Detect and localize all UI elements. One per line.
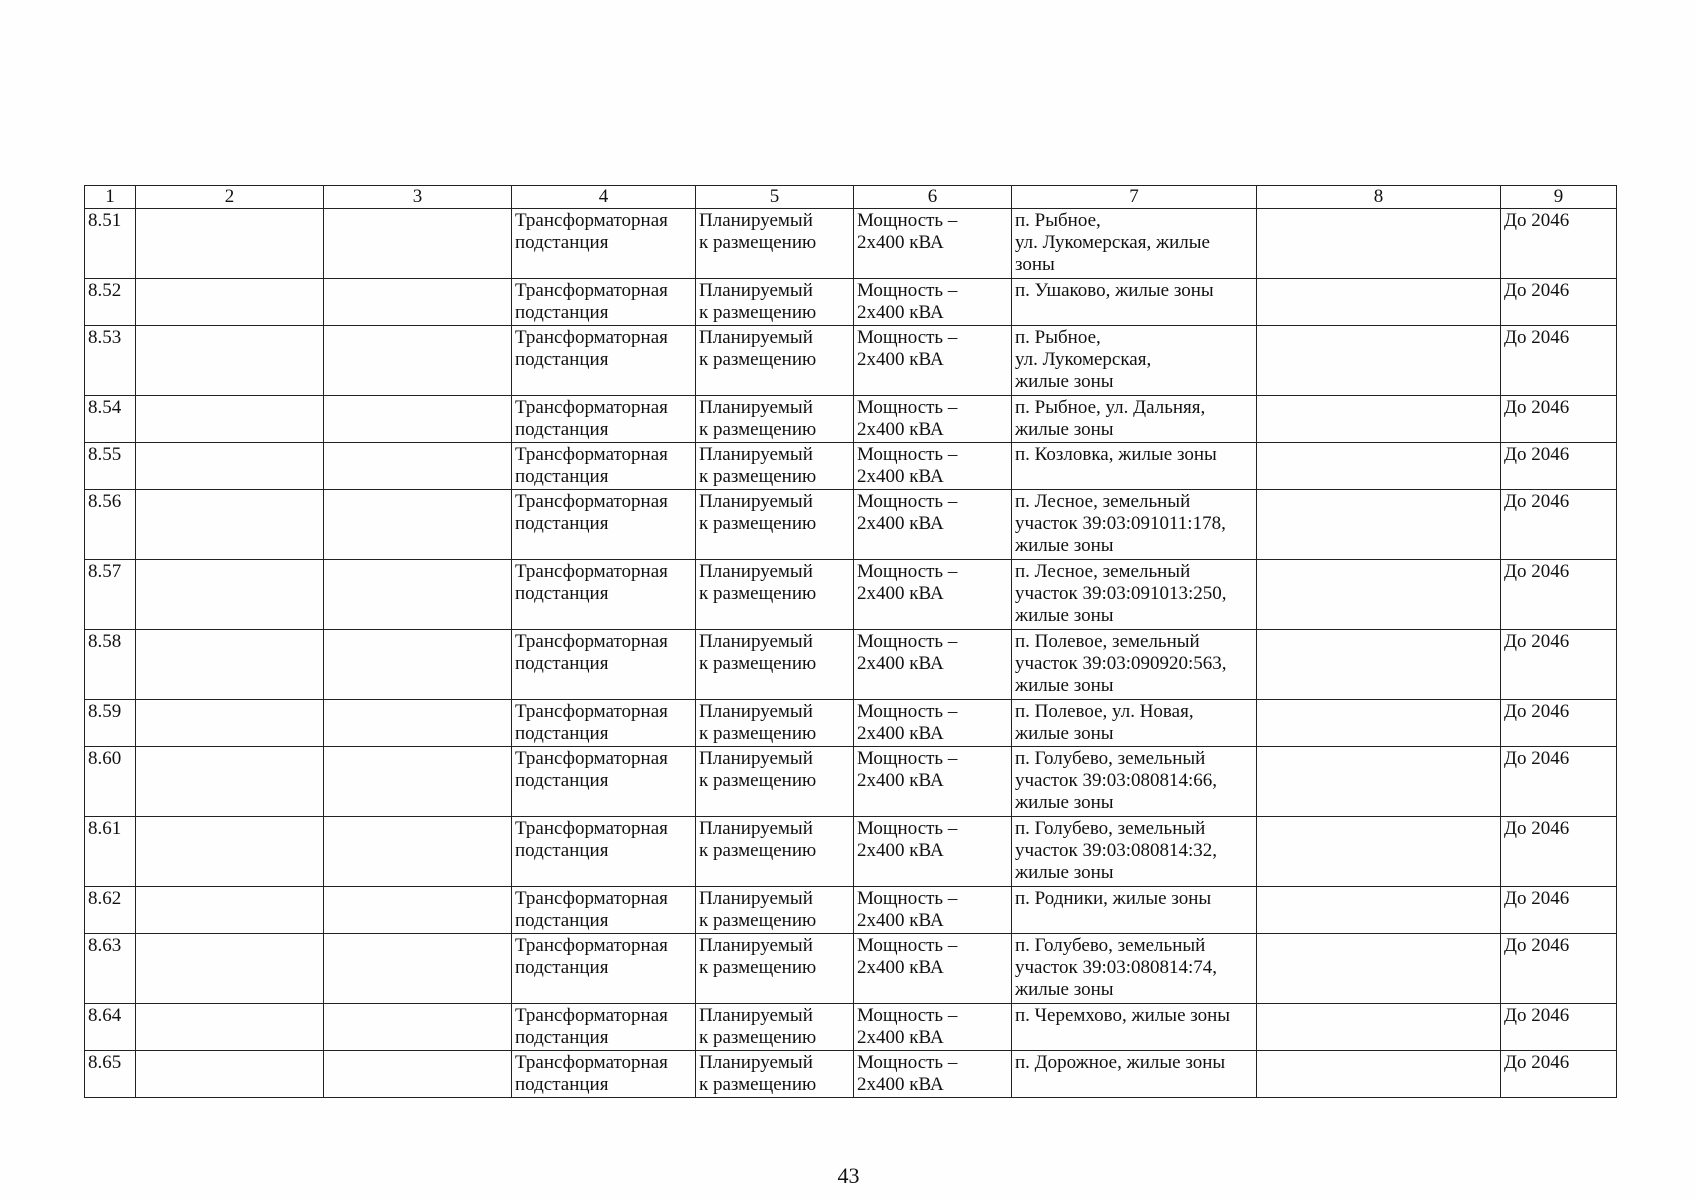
object-type-line: подстанция bbox=[515, 723, 609, 744]
location-line: участок 39:03:091013:250, bbox=[1015, 583, 1227, 604]
location-cell bbox=[1012, 490, 1257, 560]
empty-cell-col2 bbox=[136, 490, 324, 560]
empty-cell-col8 bbox=[1257, 817, 1501, 887]
empty-cell-col3 bbox=[324, 279, 512, 326]
row-number-cell: 8.55 bbox=[85, 443, 136, 490]
term-cell: До 2046 bbox=[1501, 700, 1617, 747]
location-line: п. Лесное, земельный bbox=[1015, 561, 1191, 582]
capacity-line: 2х400 кВА bbox=[857, 770, 944, 791]
object-type-cell bbox=[512, 700, 696, 747]
empty-cell-col2 bbox=[136, 279, 324, 326]
location-line: п. Черемхово, жилые зоны bbox=[1015, 1005, 1231, 1026]
capacity-cell bbox=[854, 700, 1012, 747]
location-line: участок 39:03:080814:66, bbox=[1015, 770, 1218, 791]
status-line: к размещению bbox=[699, 349, 817, 370]
capacity-cell bbox=[854, 326, 1012, 396]
status-cell bbox=[696, 700, 854, 747]
capacity-line: Мощность – bbox=[857, 935, 958, 956]
status-line: Планируемый bbox=[699, 888, 813, 909]
object-type-line: подстанция bbox=[515, 302, 609, 323]
object-type-line: подстанция bbox=[515, 232, 609, 253]
location-line: жилые зоны bbox=[1015, 792, 1114, 813]
empty-cell-col3 bbox=[324, 817, 512, 887]
empty-cell-col8 bbox=[1257, 279, 1501, 326]
location-cell bbox=[1012, 817, 1257, 887]
location-line: жилые зоны bbox=[1015, 979, 1114, 1000]
table-row bbox=[85, 700, 1617, 747]
object-type-line: подстанция bbox=[515, 349, 609, 370]
status-cell bbox=[696, 817, 854, 887]
table-row bbox=[85, 443, 1617, 490]
status-line: Планируемый bbox=[699, 280, 813, 301]
capacity-line: Мощность – bbox=[857, 1052, 958, 1073]
row-number-cell: 8.64 bbox=[85, 1004, 136, 1051]
empty-cell-col8 bbox=[1257, 1051, 1501, 1098]
location-line: п. Голубево, земельный bbox=[1015, 818, 1206, 839]
capacity-line: 2х400 кВА bbox=[857, 513, 944, 534]
status-line: к размещению bbox=[699, 1027, 817, 1048]
empty-cell-col3 bbox=[324, 1004, 512, 1051]
location-line: жилые зоны bbox=[1015, 675, 1114, 696]
capacity-line: Мощность – bbox=[857, 631, 958, 652]
object-type-cell bbox=[512, 1051, 696, 1098]
empty-cell-col8 bbox=[1257, 490, 1501, 560]
empty-cell-col8 bbox=[1257, 934, 1501, 1004]
capacity-cell bbox=[854, 934, 1012, 1004]
row-number-cell: 8.61 bbox=[85, 817, 136, 887]
object-type-line: подстанция bbox=[515, 513, 609, 534]
capacity-line: Мощность – bbox=[857, 210, 958, 231]
empty-cell-col2 bbox=[136, 887, 324, 934]
capacity-cell bbox=[854, 279, 1012, 326]
object-type-line: Трансформаторная bbox=[515, 1052, 668, 1073]
object-type-line: Трансформаторная bbox=[515, 1005, 668, 1026]
capacity-cell bbox=[854, 1004, 1012, 1051]
capacity-line: 2х400 кВА bbox=[857, 723, 944, 744]
term-cell: До 2046 bbox=[1501, 209, 1617, 279]
status-line: к размещению bbox=[699, 466, 817, 487]
empty-cell-col2 bbox=[136, 326, 324, 396]
header-cell-7: 7 bbox=[1012, 186, 1257, 209]
capacity-line: 2х400 кВА bbox=[857, 466, 944, 487]
object-type-line: подстанция bbox=[515, 1027, 609, 1048]
capacity-cell bbox=[854, 1051, 1012, 1098]
location-line: п. Голубево, земельный bbox=[1015, 748, 1206, 769]
empty-cell-col2 bbox=[136, 747, 324, 817]
location-cell bbox=[1012, 887, 1257, 934]
object-type-cell bbox=[512, 817, 696, 887]
location-line: п. Рыбное, bbox=[1015, 327, 1101, 348]
empty-cell-col8 bbox=[1257, 326, 1501, 396]
row-number-cell: 8.60 bbox=[85, 747, 136, 817]
capacity-cell bbox=[854, 887, 1012, 934]
location-line: жилые зоны bbox=[1015, 419, 1114, 440]
capacity-line: Мощность – bbox=[857, 888, 958, 909]
empty-cell-col2 bbox=[136, 1004, 324, 1051]
table-row bbox=[85, 326, 1617, 396]
empty-cell-col2 bbox=[136, 560, 324, 630]
capacity-line: 2х400 кВА bbox=[857, 302, 944, 323]
empty-cell-col2 bbox=[136, 209, 324, 279]
row-number-cell: 8.51 bbox=[85, 209, 136, 279]
object-type-cell bbox=[512, 443, 696, 490]
status-line: Планируемый bbox=[699, 701, 813, 722]
empty-cell-col8 bbox=[1257, 396, 1501, 443]
capacity-line: 2х400 кВА bbox=[857, 1074, 944, 1095]
status-line: к размещению bbox=[699, 910, 817, 931]
table-row bbox=[85, 630, 1617, 700]
status-line: Планируемый bbox=[699, 935, 813, 956]
row-number-cell: 8.54 bbox=[85, 396, 136, 443]
table-row bbox=[85, 817, 1617, 887]
status-cell bbox=[696, 209, 854, 279]
status-line: Планируемый bbox=[699, 818, 813, 839]
status-cell bbox=[696, 560, 854, 630]
object-type-line: подстанция bbox=[515, 653, 609, 674]
location-line: п. Дорожное, жилые зоны bbox=[1015, 1052, 1226, 1073]
capacity-line: Мощность – bbox=[857, 1005, 958, 1026]
object-type-cell bbox=[512, 630, 696, 700]
status-line: к размещению bbox=[699, 302, 817, 323]
location-line: п. Полевое, земельный bbox=[1015, 631, 1200, 652]
location-line: зоны bbox=[1015, 254, 1055, 275]
empty-cell-col3 bbox=[324, 490, 512, 560]
empty-cell-col8 bbox=[1257, 700, 1501, 747]
table-row bbox=[85, 279, 1617, 326]
object-type-cell bbox=[512, 887, 696, 934]
status-line: Планируемый bbox=[699, 561, 813, 582]
row-number-cell: 8.63 bbox=[85, 934, 136, 1004]
empty-cell-col2 bbox=[136, 1051, 324, 1098]
object-type-line: Трансформаторная bbox=[515, 327, 668, 348]
object-type-line: Трансформаторная bbox=[515, 280, 668, 301]
table-header bbox=[85, 186, 1617, 209]
empty-cell-col3 bbox=[324, 326, 512, 396]
object-type-line: Трансформаторная bbox=[515, 748, 668, 769]
object-type-line: Трансформаторная bbox=[515, 491, 668, 512]
object-type-cell bbox=[512, 326, 696, 396]
location-line: жилые зоны bbox=[1015, 605, 1114, 626]
object-type-line: подстанция bbox=[515, 466, 609, 487]
header-cell-8: 8 bbox=[1257, 186, 1501, 209]
location-line: жилые зоны bbox=[1015, 862, 1114, 883]
location-line: п. Рыбное, bbox=[1015, 210, 1101, 231]
location-cell bbox=[1012, 1004, 1257, 1051]
capacity-line: Мощность – bbox=[857, 280, 958, 301]
table-body bbox=[85, 209, 1617, 1098]
location-cell bbox=[1012, 326, 1257, 396]
object-type-cell bbox=[512, 747, 696, 817]
status-line: к размещению bbox=[699, 723, 817, 744]
location-line: п. Голубево, земельный bbox=[1015, 935, 1206, 956]
object-type-line: Трансформаторная bbox=[515, 631, 668, 652]
empty-cell-col8 bbox=[1257, 1004, 1501, 1051]
term-cell: До 2046 bbox=[1501, 326, 1617, 396]
empty-cell-col2 bbox=[136, 396, 324, 443]
capacity-cell bbox=[854, 443, 1012, 490]
location-cell bbox=[1012, 934, 1257, 1004]
table-row bbox=[85, 747, 1617, 817]
table-row bbox=[85, 1004, 1617, 1051]
object-type-cell bbox=[512, 396, 696, 443]
empty-cell-col2 bbox=[136, 817, 324, 887]
object-type-line: подстанция bbox=[515, 583, 609, 604]
object-type-line: подстанция bbox=[515, 910, 609, 931]
capacity-line: 2х400 кВА bbox=[857, 910, 944, 931]
row-number-cell: 8.58 bbox=[85, 630, 136, 700]
status-line: к размещению bbox=[699, 653, 817, 674]
term-cell: До 2046 bbox=[1501, 560, 1617, 630]
location-line: жилые зоны bbox=[1015, 371, 1114, 392]
capacity-line: Мощность – bbox=[857, 327, 958, 348]
object-type-cell bbox=[512, 560, 696, 630]
location-cell bbox=[1012, 630, 1257, 700]
empty-cell-col2 bbox=[136, 934, 324, 1004]
capacity-cell bbox=[854, 396, 1012, 443]
object-type-line: Трансформаторная bbox=[515, 561, 668, 582]
empty-cell-col3 bbox=[324, 443, 512, 490]
term-cell: До 2046 bbox=[1501, 1051, 1617, 1098]
empty-cell-col3 bbox=[324, 747, 512, 817]
object-type-cell bbox=[512, 1004, 696, 1051]
object-type-line: подстанция bbox=[515, 770, 609, 791]
location-line: п. Ушаково, жилые зоны bbox=[1015, 280, 1214, 301]
location-line: ул. Лукомерская, жилые bbox=[1015, 232, 1210, 253]
term-cell: До 2046 bbox=[1501, 817, 1617, 887]
header-cell-2: 2 bbox=[136, 186, 324, 209]
status-cell bbox=[696, 1004, 854, 1051]
row-number-cell: 8.57 bbox=[85, 560, 136, 630]
row-number-cell: 8.62 bbox=[85, 887, 136, 934]
location-line: жилые зоны bbox=[1015, 723, 1114, 744]
location-cell bbox=[1012, 279, 1257, 326]
capacity-line: Мощность – bbox=[857, 397, 958, 418]
object-type-line: Трансформаторная bbox=[515, 701, 668, 722]
capacity-line: 2х400 кВА bbox=[857, 957, 944, 978]
location-cell bbox=[1012, 1051, 1257, 1098]
object-type-line: Трансформаторная bbox=[515, 397, 668, 418]
empty-cell-col8 bbox=[1257, 443, 1501, 490]
capacity-line: 2х400 кВА bbox=[857, 1027, 944, 1048]
term-cell: До 2046 bbox=[1501, 396, 1617, 443]
status-cell bbox=[696, 1051, 854, 1098]
status-cell bbox=[696, 396, 854, 443]
term-cell: До 2046 bbox=[1501, 747, 1617, 817]
status-line: к размещению bbox=[699, 513, 817, 534]
status-line: Планируемый bbox=[699, 444, 813, 465]
location-line: жилые зоны bbox=[1015, 535, 1114, 556]
term-cell: До 2046 bbox=[1501, 1004, 1617, 1051]
object-type-cell bbox=[512, 279, 696, 326]
location-cell bbox=[1012, 209, 1257, 279]
status-cell bbox=[696, 934, 854, 1004]
location-line: п. Родники, жилые зоны bbox=[1015, 888, 1212, 909]
location-cell bbox=[1012, 747, 1257, 817]
table-row bbox=[85, 1051, 1617, 1098]
status-line: к размещению bbox=[699, 232, 817, 253]
capacity-line: 2х400 кВА bbox=[857, 840, 944, 861]
location-cell bbox=[1012, 443, 1257, 490]
status-line: к размещению bbox=[699, 840, 817, 861]
row-number-cell: 8.59 bbox=[85, 700, 136, 747]
object-type-cell bbox=[512, 490, 696, 560]
header-cell-1: 1 bbox=[85, 186, 136, 209]
term-cell: До 2046 bbox=[1501, 934, 1617, 1004]
object-type-line: Трансформаторная bbox=[515, 444, 668, 465]
table-row bbox=[85, 209, 1617, 279]
status-line: Планируемый bbox=[699, 327, 813, 348]
empty-cell-col3 bbox=[324, 630, 512, 700]
capacity-line: 2х400 кВА bbox=[857, 349, 944, 370]
empty-cell-col3 bbox=[324, 560, 512, 630]
row-number-cell: 8.52 bbox=[85, 279, 136, 326]
empty-cell-col8 bbox=[1257, 747, 1501, 817]
capacity-line: Мощность – bbox=[857, 748, 958, 769]
header-cell-5: 5 bbox=[696, 186, 854, 209]
object-type-line: подстанция bbox=[515, 840, 609, 861]
header-cell-3: 3 bbox=[324, 186, 512, 209]
status-cell bbox=[696, 490, 854, 560]
location-line: п. Полевое, ул. Новая, bbox=[1015, 701, 1194, 722]
object-type-line: Трансформаторная bbox=[515, 888, 668, 909]
object-type-line: подстанция bbox=[515, 957, 609, 978]
term-cell: До 2046 bbox=[1501, 443, 1617, 490]
page-number: 43 bbox=[837, 1163, 860, 1188]
capacity-line: 2х400 кВА bbox=[857, 583, 944, 604]
location-cell bbox=[1012, 396, 1257, 443]
location-line: п. Козловка, жилые зоны bbox=[1015, 444, 1217, 465]
table-row bbox=[85, 560, 1617, 630]
term-cell: До 2046 bbox=[1501, 630, 1617, 700]
object-type-line: Трансформаторная bbox=[515, 210, 668, 231]
capacity-cell bbox=[854, 630, 1012, 700]
status-cell bbox=[696, 326, 854, 396]
objects-table bbox=[84, 185, 1617, 1098]
status-cell bbox=[696, 443, 854, 490]
table-row bbox=[85, 887, 1617, 934]
empty-cell-col8 bbox=[1257, 630, 1501, 700]
empty-cell-col3 bbox=[324, 396, 512, 443]
object-type-line: подстанция bbox=[515, 419, 609, 440]
location-line: п. Рыбное, ул. Дальняя, bbox=[1015, 397, 1206, 418]
object-type-line: подстанция bbox=[515, 1074, 609, 1095]
empty-cell-col3 bbox=[324, 934, 512, 1004]
empty-cell-col3 bbox=[324, 700, 512, 747]
empty-cell-col2 bbox=[136, 443, 324, 490]
object-type-line: Трансформаторная bbox=[515, 935, 668, 956]
capacity-line: Мощность – bbox=[857, 491, 958, 512]
status-cell bbox=[696, 279, 854, 326]
header-cell-6: 6 bbox=[854, 186, 1012, 209]
empty-cell-col8 bbox=[1257, 887, 1501, 934]
row-number-cell: 8.56 bbox=[85, 490, 136, 560]
capacity-line: 2х400 кВА bbox=[857, 419, 944, 440]
object-type-line: Трансформаторная bbox=[515, 818, 668, 839]
status-line: Планируемый bbox=[699, 491, 813, 512]
status-cell bbox=[696, 887, 854, 934]
status-line: к размещению bbox=[699, 1074, 817, 1095]
header-cell-9: 9 bbox=[1501, 186, 1617, 209]
empty-cell-col2 bbox=[136, 630, 324, 700]
location-cell bbox=[1012, 560, 1257, 630]
table-row bbox=[85, 490, 1617, 560]
empty-cell-col8 bbox=[1257, 209, 1501, 279]
term-cell: До 2046 bbox=[1501, 887, 1617, 934]
status-line: Планируемый bbox=[699, 748, 813, 769]
empty-cell-col2 bbox=[136, 700, 324, 747]
capacity-cell bbox=[854, 747, 1012, 817]
location-line: участок 39:03:091011:178, bbox=[1015, 513, 1226, 534]
capacity-line: Мощность – bbox=[857, 818, 958, 839]
capacity-line: 2х400 кВА bbox=[857, 653, 944, 674]
status-line: к размещению bbox=[699, 957, 817, 978]
empty-cell-col8 bbox=[1257, 560, 1501, 630]
status-line: Планируемый bbox=[699, 210, 813, 231]
row-number-cell: 8.65 bbox=[85, 1051, 136, 1098]
table-row bbox=[85, 396, 1617, 443]
location-line: п. Лесное, земельный bbox=[1015, 491, 1191, 512]
capacity-line: Мощность – bbox=[857, 701, 958, 722]
capacity-cell bbox=[854, 817, 1012, 887]
status-line: Планируемый bbox=[699, 1005, 813, 1026]
empty-cell-col3 bbox=[324, 209, 512, 279]
location-line: участок 39:03:090920:563, bbox=[1015, 653, 1227, 674]
header-cell-4: 4 bbox=[512, 186, 696, 209]
location-line: участок 39:03:080814:74, bbox=[1015, 957, 1218, 978]
status-cell bbox=[696, 630, 854, 700]
location-line: ул. Лукомерская, bbox=[1015, 349, 1152, 370]
term-cell: До 2046 bbox=[1501, 490, 1617, 560]
object-type-cell bbox=[512, 934, 696, 1004]
status-line: к размещению bbox=[699, 583, 817, 604]
status-line: Планируемый bbox=[699, 631, 813, 652]
status-line: к размещению bbox=[699, 770, 817, 791]
empty-cell-col3 bbox=[324, 1051, 512, 1098]
status-line: Планируемый bbox=[699, 397, 813, 418]
status-cell bbox=[696, 747, 854, 817]
row-number-cell: 8.53 bbox=[85, 326, 136, 396]
object-type-cell bbox=[512, 209, 696, 279]
location-cell bbox=[1012, 700, 1257, 747]
capacity-cell bbox=[854, 209, 1012, 279]
status-line: Планируемый bbox=[699, 1052, 813, 1073]
capacity-line: Мощность – bbox=[857, 444, 958, 465]
capacity-line: Мощность – bbox=[857, 561, 958, 582]
status-line: к размещению bbox=[699, 419, 817, 440]
location-line: участок 39:03:080814:32, bbox=[1015, 840, 1218, 861]
capacity-cell bbox=[854, 490, 1012, 560]
term-cell: До 2046 bbox=[1501, 279, 1617, 326]
capacity-cell bbox=[854, 560, 1012, 630]
capacity-line: 2х400 кВА bbox=[857, 232, 944, 253]
table-row bbox=[85, 934, 1617, 1004]
empty-cell-col3 bbox=[324, 887, 512, 934]
